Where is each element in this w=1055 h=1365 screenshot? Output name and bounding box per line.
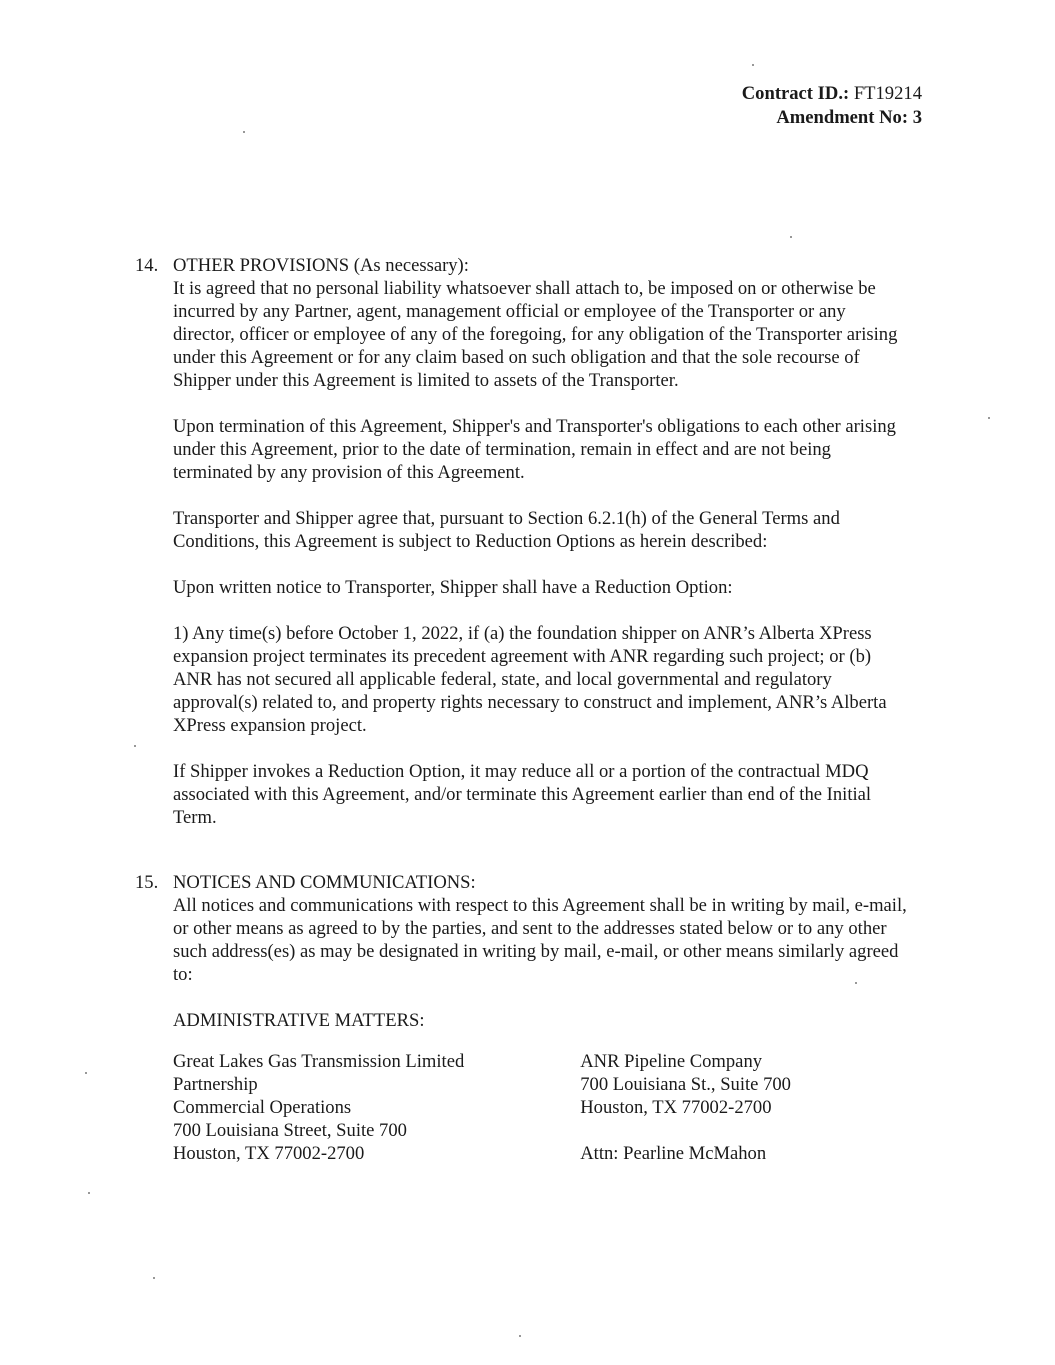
section-15-number: 15. <box>135 872 159 893</box>
attention-line: Attn: Pearline McMahon <box>580 1143 767 1164</box>
contract-header <box>742 82 922 130</box>
section-14 <box>135 254 915 829</box>
section-15 <box>135 871 915 1165</box>
section-14-heading <box>135 254 915 277</box>
address-line: Houston, TX 77002-2700 <box>580 1097 772 1118</box>
amendment-line <box>742 106 922 130</box>
contract-id-line <box>742 82 922 106</box>
address-line: 700 Louisiana St., Suite 700 <box>580 1074 791 1095</box>
address-line: ANR Pipeline Company <box>580 1051 763 1072</box>
scan-speck <box>790 236 792 238</box>
scan-speck <box>134 745 136 747</box>
scan-speck <box>88 1192 90 1194</box>
section-15-heading <box>135 871 915 894</box>
scan-speck <box>85 1072 87 1074</box>
section-14-title: OTHER PROVISIONS (As necessary): <box>173 255 469 276</box>
address-line: Partnership <box>173 1074 258 1095</box>
section-15-body <box>173 894 908 1165</box>
reduction-conditions-paragraph: 1) Any time(s) before October 1, 2022, if (a) the foundation shipper on ANR’s Alberta XPress expansion project terminates its precedent agreement with ANR regarding such project; or (b) ANR has not secured all applicable federal, state, and local governmental and regulatory approval(s) related to, and property rights necessary to construct and implement, ANR’s Alberta XPress expansion project. <box>173 623 887 736</box>
great-lakes-address <box>173 1050 580 1165</box>
amendment-label: Amendment No: <box>776 107 909 128</box>
termination-paragraph: Upon termination of this Agreement, Shipper's and Transporter's obligations to each other arising under this Agreement, prior to the date of termination, remain in effect and are not being terminated by any provision of this Agreement. <box>173 416 896 483</box>
administrative-matters-heading: ADMINISTRATIVE MATTERS: <box>173 1010 425 1031</box>
amendment-value: 3 <box>912 107 922 128</box>
address-line: Commercial Operations <box>173 1097 352 1118</box>
address-line: Great Lakes Gas Transmission Limited <box>173 1051 465 1072</box>
contract-id-value: FT19214 <box>853 83 922 104</box>
address-columns <box>173 1050 908 1165</box>
scan-speck <box>988 417 990 419</box>
anr-address <box>580 1050 908 1165</box>
scan-speck <box>752 64 754 66</box>
address-spacer <box>580 1119 908 1142</box>
scan-speck <box>153 1277 155 1279</box>
address-line: Houston, TX 77002-2700 <box>173 1143 365 1164</box>
section-15-title: NOTICES AND COMMUNICATIONS: <box>173 872 476 893</box>
scan-speck <box>855 982 857 984</box>
written-notice-paragraph: Upon written notice to Transporter, Shipper shall have a Reduction Option: <box>173 577 733 598</box>
address-line: 700 Louisiana Street, Suite 700 <box>173 1120 407 1141</box>
scan-speck <box>519 1335 521 1337</box>
section-14-body <box>173 277 908 829</box>
invoke-reduction-paragraph: If Shipper invokes a Reduction Option, it may reduce all or a portion of the contractual MDQ associated with this Agreement, and/or terminate this Agreement earlier than end of the Initial Term. <box>173 761 872 828</box>
liability-paragraph: It is agreed that no personal liability whatsoever shall attach to, be imposed on or otherwise be incurred by any Partner, agent, management official or employee of the Transporter or any director, officer or employee of any of the foregoing, for any obligation of the Transporter arising under this Agreement or for any claim based on such obligation and that the sole recourse of Shipper under this Agreement is limited to assets of the Transporter. <box>173 278 898 391</box>
scan-speck <box>243 131 245 133</box>
reduction-options-paragraph: Transporter and Shipper agree that, pursuant to Section 6.2.1(h) of the General Terms and Conditions, this Agreement is subject to Reduction Options as herein described: <box>173 508 840 552</box>
contract-id-label: Contract ID.: <box>741 83 850 104</box>
section-14-number: 14. <box>135 255 159 276</box>
notices-paragraph: All notices and communications with respect to this Agreement shall be in writing by mail, e-mail, or other means as agreed to by the parties, and sent to the addresses stated below or to any other such address(es) as may be designated in writing by mail, e-mail, or other means similarly agreed to: <box>173 895 907 985</box>
